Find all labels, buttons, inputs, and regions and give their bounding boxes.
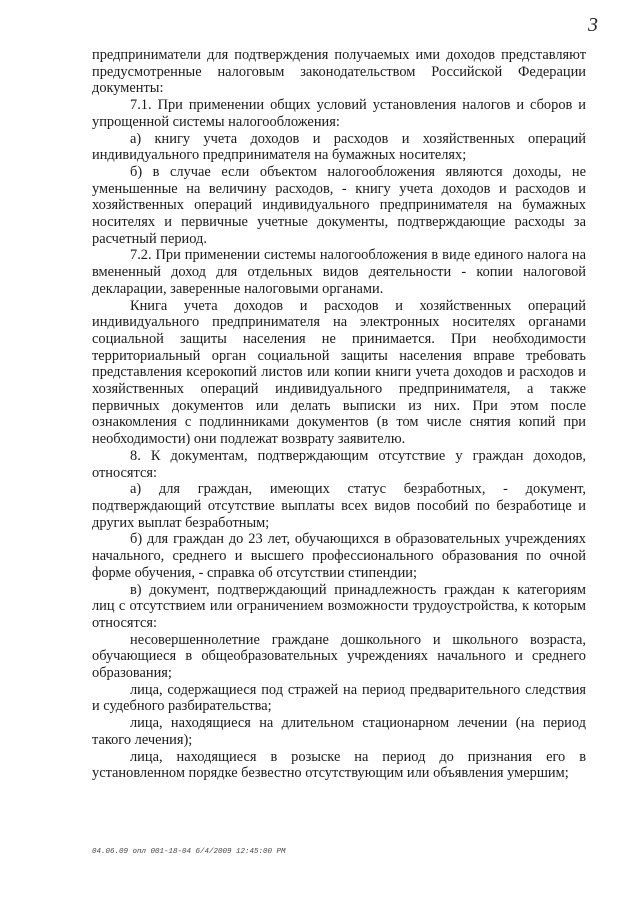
paragraph: б) в случае если объектом налогообложения являются доходы, не уменьшенные на величину расходов, - книгу учета доходов и расходов и хозяйственных операций индивидуального предпринимателя на бумажных носителях и первичные учетные документы, подтверждающие расходы за расчетный период. xyxy=(92,163,586,247)
paragraph: предприниматели для подтверждения получаемых ими доходов представляют предусмотренные налоговым законодательством Российской Федерации документы: xyxy=(92,47,586,97)
footer-print-stamp: 04.06.09 опл 001-18-04 6/4/2009 12:45:00 PM xyxy=(92,848,286,856)
paragraph: лица, содержащиеся под стражей на период предварительного следствия и судебного разбирательства; xyxy=(92,681,586,715)
document-body xyxy=(92,47,586,782)
paragraph: 7.1. При применении общих условий установления налогов и сборов и упрощенной системы налогообложения: xyxy=(92,97,586,130)
paragraph: Книга учета доходов и расходов и хозяйственных операций индивидуального предпринимателя на электронных носителях органами социальной защиты населения не принимается. При необходимости территориальный орган социальной защиты населения вправе требовать представления ксерокопий листов или копии книги учета доходов и расходов и хозяйственных операций индивидуального предпринимателя, а также первичных документов или делать выписки из них. При этом после ознакомления с подлинниками документов (в том числе снятия копий при необходимости) они подлежат возврату заявителю. xyxy=(92,297,586,448)
paragraph: 8. К документам, подтверждающим отсутствие у граждан доходов, относятся: xyxy=(92,447,586,481)
paragraph: лица, находящиеся в розыске на период до признания его в установленном порядке безвестно отсутствующим или объявления умершим; xyxy=(92,748,586,782)
paragraph: несовершеннолетние граждане дошкольного и школьного возраста, обучающиеся в общеобразовательных учреждениях начального и среднего образования; xyxy=(92,631,586,682)
paragraph: лица, находящиеся на длительном стационарном лечении (на период такого лечения); xyxy=(92,715,586,748)
paragraph: 7.2. При применении системы налогообложения в виде единого налога на вмененный доход для отдельных видов деятельности - копии налоговой декларации, заверенные налоговыми органами. xyxy=(92,247,586,297)
page-number: 3 xyxy=(588,14,598,36)
paragraph: б) для граждан до 23 лет, обучающихся в образовательных учреждениях начального, среднего и высшего профессионального образования по очной форме обучения, - справка об отсутствии стипендии; xyxy=(92,531,586,581)
paragraph: а) для граждан, имеющих статус безработных, - документ, подтверждающий отсутствие выплаты всех видов пособий по безработице и других выплат безработным; xyxy=(92,481,586,531)
paragraph: а) книгу учета доходов и расходов и хозяйственных операций индивидуального предпринимателя на бумажных носителях; xyxy=(92,130,586,164)
paragraph: в) документ, подтверждающий принадлежность граждан к категориям лиц с отсутствием или ограничением возможности трудоустройства, к которым относятся: xyxy=(92,581,586,631)
